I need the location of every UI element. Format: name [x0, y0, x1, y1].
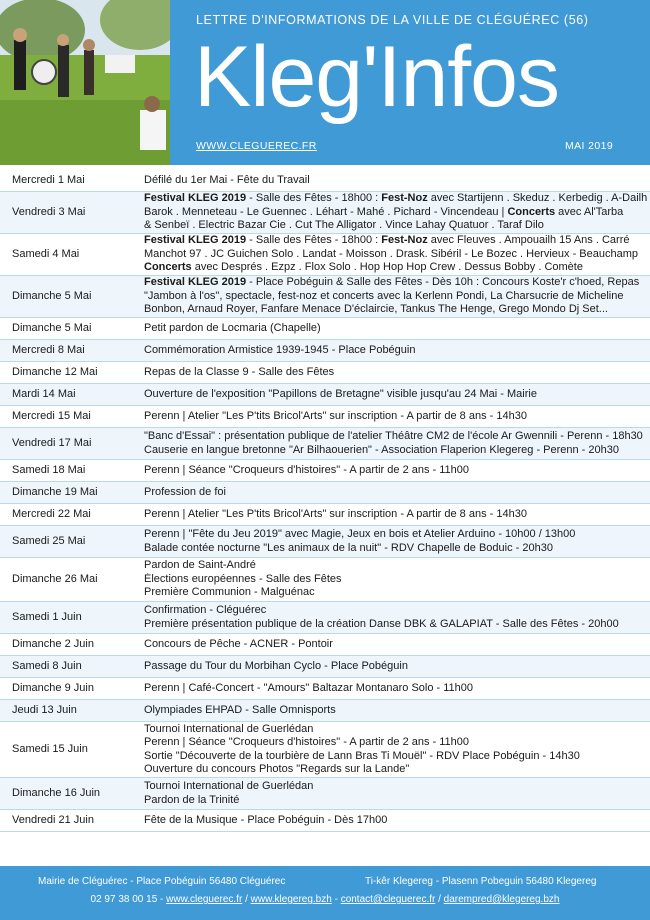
event-line: Olympiades EHPAD - Salle Omnisports: [144, 703, 336, 716]
agenda-events: [144, 430, 650, 457]
event-line: Commémoration Armistice 1939-1945 - Place Pobéguin: [144, 343, 416, 356]
event-line: Sortie "Découverte de la tourbière de Lann Bras Ti Mouël" - RDV Place Pobéguin - 14h30: [144, 749, 580, 762]
event-line: Pardon de Saint-André: [144, 559, 256, 572]
agenda-row: [0, 526, 650, 558]
agenda-events: [144, 344, 650, 357]
event-line: Élections européennes - Salle des Fêtes: [144, 572, 342, 585]
agenda-events: [144, 508, 650, 521]
event-line: Festival KLEG 2019 - Place Pobéguin & Salle des Fêtes - Dès 10h : Concours Koste'r c'hoed, Repas: [144, 276, 640, 289]
newsletter-title: Kleg'Infos: [194, 29, 559, 125]
agenda-day: Samedi 25 Mai: [12, 534, 86, 547]
agenda-events: [144, 559, 650, 599]
masthead: [0, 0, 650, 165]
agenda-row: [0, 192, 650, 234]
footer-site-french[interactable]: www.cleguerec.fr: [166, 894, 243, 905]
event-line: Festival KLEG 2019 - Salle des Fêtes - 18h00 : Fest-Noz avec Startijenn . Skeduz . Kerbedig . A-Dailh: [144, 192, 648, 205]
event-line: "Jambon à l'os", spectacle, fest-noz et concerts avec la Kerlenn Pondi, La Charsucrie de Micheline: [144, 289, 624, 302]
event-line: Manchot 97 . JC Guichen Solo . Landat - Moisson . Drask. Sibéril - Le Bozec . Hervieux - Beauchamp: [144, 247, 639, 260]
agenda-row: [0, 170, 650, 192]
agenda-day: Dimanche 16 Juin: [12, 786, 101, 799]
agenda-day: Mercredi 8 Mai: [12, 343, 85, 356]
agenda-events: [144, 682, 650, 695]
event-line: Première Communion - Malguénac: [144, 586, 315, 599]
agenda-row: [0, 362, 650, 384]
agenda-day: Dimanche 9 Juin: [12, 681, 94, 694]
event-line: Passage du Tour du Morbihan Cyclo - Place Pobéguin: [144, 659, 408, 672]
footer-address-french: Mairie de Cléguérec - Place Pobéguin 56480 Cléguérec: [38, 876, 286, 887]
agenda-row: [0, 678, 650, 700]
agenda-row: [0, 428, 650, 460]
agenda-row: [0, 656, 650, 678]
event-line: Première présentation publique de la création Danse DBK & GALAPIAT - Salle des Fêtes - 20h00: [144, 617, 619, 630]
agenda-row: [0, 778, 650, 810]
event-line: Ouverture de l'exposition "Papillons de Bretagne" visible jusqu'au 24 Mai - Mairie: [144, 387, 537, 400]
event-line: Fête de la Musique - Place Pobéguin - Dès 17h00: [144, 813, 388, 826]
event-line: Festival KLEG 2019 - Salle des Fêtes - 18h00 : Fest-Noz avec Fleuves . Ampouailh 15 Ans . Carré: [144, 234, 630, 247]
agenda-day: Vendredi 3 Mai: [12, 205, 86, 218]
agenda-day: Dimanche 12 Mai: [12, 365, 98, 378]
agenda-day: Samedi 15 Juin: [12, 742, 88, 755]
agenda-day: Jeudi 13 Juin: [12, 703, 77, 716]
event-line: Perenn | Café-Concert - "Amours" Baltazar Montanaro Solo - 11h00: [144, 681, 474, 694]
agenda-day: Samedi 1 Juin: [12, 610, 82, 623]
event-line: Confirmation - Cléguérec: [144, 604, 267, 617]
agenda-row: [0, 700, 650, 722]
event-line: Perenn | Séance "Croqueurs d'histoires" - A partir de 2 ans - 11h00: [144, 463, 470, 476]
website-link[interactable]: WWW.CLEGUEREC.FR: [196, 140, 317, 152]
agenda-day: Dimanche 19 Mai: [12, 485, 98, 498]
footer-address-breton: Ti-kêr Klegereg - Plasenn Pobeguin 56480 Klegereg: [365, 876, 597, 887]
footer: [0, 866, 650, 920]
event-line: Perenn | "Fête du Jeu 2019" avec Magie, Jeux en bois et Atelier Arduino - 10h00 / 13h00: [144, 528, 576, 541]
event-line: Tournoi International de Guerlédan: [144, 780, 314, 793]
agenda-events: [144, 464, 650, 477]
event-line: Tournoi International de Guerlédan: [144, 722, 314, 735]
agenda-events: [144, 486, 650, 499]
agenda-row: [0, 722, 650, 778]
agenda-day: Samedi 4 Mai: [12, 247, 80, 260]
agenda-events: [144, 192, 650, 232]
event-line: Perenn | Atelier "Les P'tits Bricol'Arts" sur inscription - A partir de 8 ans - 14h30: [144, 409, 527, 422]
event-line: Perenn | Séance "Croqueurs d'histoires" - A partir de 2 ans - 11h00: [144, 736, 470, 749]
agenda-day: Vendredi 21 Juin: [12, 813, 94, 826]
agenda-day: Dimanche 26 Mai: [12, 572, 98, 585]
event-line: Ouverture du concours Photos "Regards sur la Lande": [144, 762, 410, 775]
agenda-day: Vendredi 17 Mai: [12, 436, 92, 449]
event-line: Défilé du 1er Mai - Fête du Travail: [144, 173, 310, 186]
agenda-row: [0, 318, 650, 340]
event-line: Petit pardon de Locmaria (Chapelle): [144, 321, 321, 334]
event-line: Repas de la Classe 9 - Salle des Fêtes: [144, 365, 335, 378]
event-line: Concerts avec Després . Ezpz . Flox Solo . Hop Hop Hop Crew . Dessus Bobby . Comète: [144, 261, 583, 274]
event-line: Concours de Pêche - ACNER - Pontoir: [144, 637, 333, 650]
agenda-events: [144, 410, 650, 423]
event-line: Bonbon, Arnaud Royer, Fanfare Menace D'éclaircie, Tankus The Henge, Grego Mondo Dj Set...: [144, 303, 608, 316]
agenda-day: Dimanche 5 Mai: [12, 321, 92, 334]
agenda-events: [144, 366, 650, 379]
footer-site-breton[interactable]: www.klegereg.bzh: [250, 894, 332, 905]
event-line: Causerie en langue bretonne "Ar Bilhaouerien" - Association Flaperion Klegereg - Perenn - 20h30: [144, 443, 619, 456]
agenda-events: [144, 780, 650, 807]
event-line: "Banc d'Essai" : présentation publique de l'atelier Théâtre CM2 de l'école Ar Gwennili - Perenn - 18h30: [144, 430, 643, 443]
event-line: & Senbeï . Electric Bazar Cie . Cut The Alligator . Vince Lahay Quatuor . Taraf Dilo: [144, 219, 544, 232]
agenda-events: [144, 638, 650, 651]
agenda-row: [0, 810, 650, 832]
agenda-events: [144, 388, 650, 401]
agenda-events: [144, 322, 650, 335]
agenda-row: [0, 602, 650, 634]
agenda-row: [0, 558, 650, 602]
agenda-row: [0, 234, 650, 276]
agenda-events: [144, 234, 650, 274]
agenda-day: Samedi 8 Juin: [12, 659, 82, 672]
agenda-row: [0, 634, 650, 656]
event-line: Profession de foi: [144, 485, 226, 498]
agenda-row: [0, 460, 650, 482]
event-line: Balade contée nocturne "Les animaux de la nuit" - RDV Chapelle de Boduic - 20h30: [144, 541, 553, 554]
event-line: Perenn | Atelier "Les P'tits Bricol'Arts" sur inscription - A partir de 8 ans - 14h30: [144, 507, 527, 520]
issue-date: MAI 2019: [565, 140, 614, 152]
agenda-events: [144, 814, 650, 827]
agenda-events: [144, 660, 650, 673]
footer-contacts: 02 97 38 00 15 - www.cleguerec.fr / www.klegereg.bzh - contact@cleguerec.fr / darempred@klegereg.bzh: [90, 894, 560, 905]
agenda-day: Mercredi 1 Mai: [12, 173, 85, 186]
agenda-events: [144, 604, 650, 631]
agenda-day: Mercredi 22 Mai: [12, 507, 91, 520]
agenda-events: [144, 704, 650, 717]
agenda-events: [144, 174, 650, 187]
agenda-row: [0, 406, 650, 428]
agenda-events: [144, 723, 650, 777]
agenda-day: Mardi 14 Mai: [12, 387, 76, 400]
footer-email-breton[interactable]: darempred@klegereg.bzh: [443, 894, 560, 905]
agenda-day: Mercredi 15 Mai: [12, 409, 91, 422]
agenda-row: [0, 504, 650, 526]
agenda-row: [0, 340, 650, 362]
agenda-day: Dimanche 5 Mai: [12, 289, 92, 302]
agenda-row: [0, 384, 650, 406]
header-photo: [0, 0, 170, 165]
agenda-row: [0, 276, 650, 318]
agenda-day: Dimanche 2 Juin: [12, 637, 94, 650]
newsletter-kicker: LETTRE D'INFORMATIONS DE LA VILLE DE CLÉGUÉREC (56): [196, 13, 589, 27]
agenda-row: [0, 482, 650, 504]
event-line: Barok . Menneteau - Le Guennec . Léhart - Mahé . Pichard - Vincendeau | Concerts avec Al'Tarba: [144, 205, 624, 218]
agenda-day: Samedi 18 Mai: [12, 463, 86, 476]
event-agenda: [0, 170, 650, 832]
footer-email-french[interactable]: contact@cleguerec.fr: [340, 894, 436, 905]
event-line: Pardon de la Trinité: [144, 793, 240, 806]
agenda-events: [144, 276, 650, 316]
agenda-events: [144, 528, 650, 555]
footer-phone: 02 97 38 00 15: [90, 894, 158, 905]
